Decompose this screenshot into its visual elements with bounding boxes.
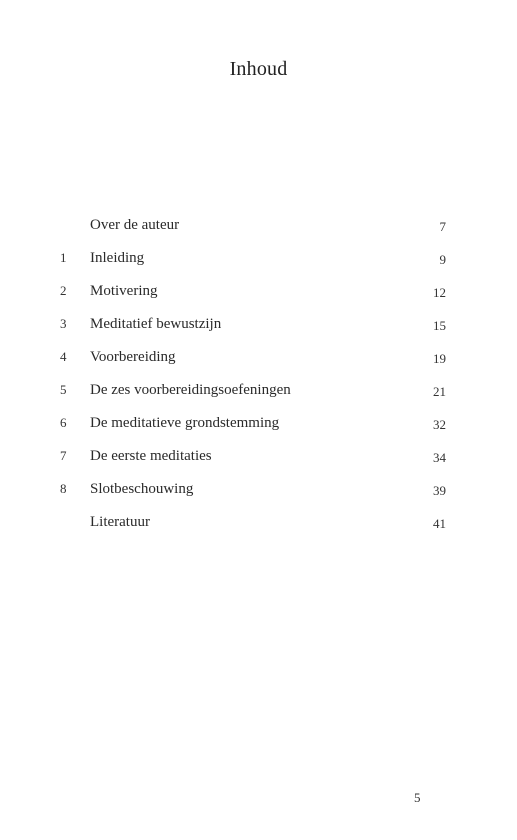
page-title: Inhoud <box>229 58 288 80</box>
toc-entry-number: 2 <box>60 283 67 298</box>
toc-entry-title: De eerste meditaties <box>90 448 212 464</box>
toc-entry-eerste-meditaties <box>60 445 446 478</box>
toc-entry-title: Slotbeschouwing <box>90 481 194 497</box>
toc-entry-number: 3 <box>60 316 67 331</box>
toc-entry-title: Over de auteur <box>90 217 180 233</box>
toc-entry-meditatief-bewustzijn <box>60 313 446 346</box>
toc-entry-page: 19 <box>433 351 446 366</box>
toc-entry-number: 4 <box>60 349 67 364</box>
toc-entry-page: 34 <box>433 450 446 465</box>
toc-entry-title: Motivering <box>90 283 158 299</box>
toc-entry-number: 6 <box>60 415 67 430</box>
table-of-contents <box>60 214 446 544</box>
toc-entry-page: 41 <box>433 516 446 531</box>
toc-entry-number: 8 <box>60 481 67 496</box>
toc-entry-title: Literatuur <box>90 514 150 530</box>
toc-entry-number: 1 <box>60 250 67 265</box>
toc-entry-page: 12 <box>433 285 446 300</box>
toc-entry-title: Meditatief bewustzijn <box>90 316 222 332</box>
toc-entry-over-de-auteur <box>60 214 446 247</box>
toc-entry-motivering <box>60 280 446 313</box>
toc-entry-page: 21 <box>433 384 446 399</box>
toc-entry-title: De meditatieve grondstemming <box>90 415 280 431</box>
toc-entry-number: 7 <box>60 448 67 463</box>
toc-entry-slotbeschouwing <box>60 478 446 511</box>
toc-entry-title: Voorbereiding <box>90 349 176 365</box>
toc-entry-page: 7 <box>439 219 446 234</box>
toc-entry-page: 32 <box>433 417 446 432</box>
toc-entry-page: 15 <box>433 318 446 333</box>
toc-entry-literatuur <box>60 511 446 544</box>
toc-entry-grondstemming <box>60 412 446 445</box>
toc-entry-voorbereidingsoefeningen <box>60 379 446 412</box>
toc-entry-title: De zes voorbereidingsoefeningen <box>90 382 291 398</box>
toc-entry-number: 5 <box>60 382 67 397</box>
toc-entry-page: 9 <box>439 252 446 267</box>
toc-entry-title: Inleiding <box>90 250 145 266</box>
toc-entry-inleiding <box>60 247 446 280</box>
toc-entry-page: 39 <box>433 483 446 498</box>
toc-entry-voorbereiding <box>60 346 446 379</box>
page-number: 5 <box>414 790 421 805</box>
